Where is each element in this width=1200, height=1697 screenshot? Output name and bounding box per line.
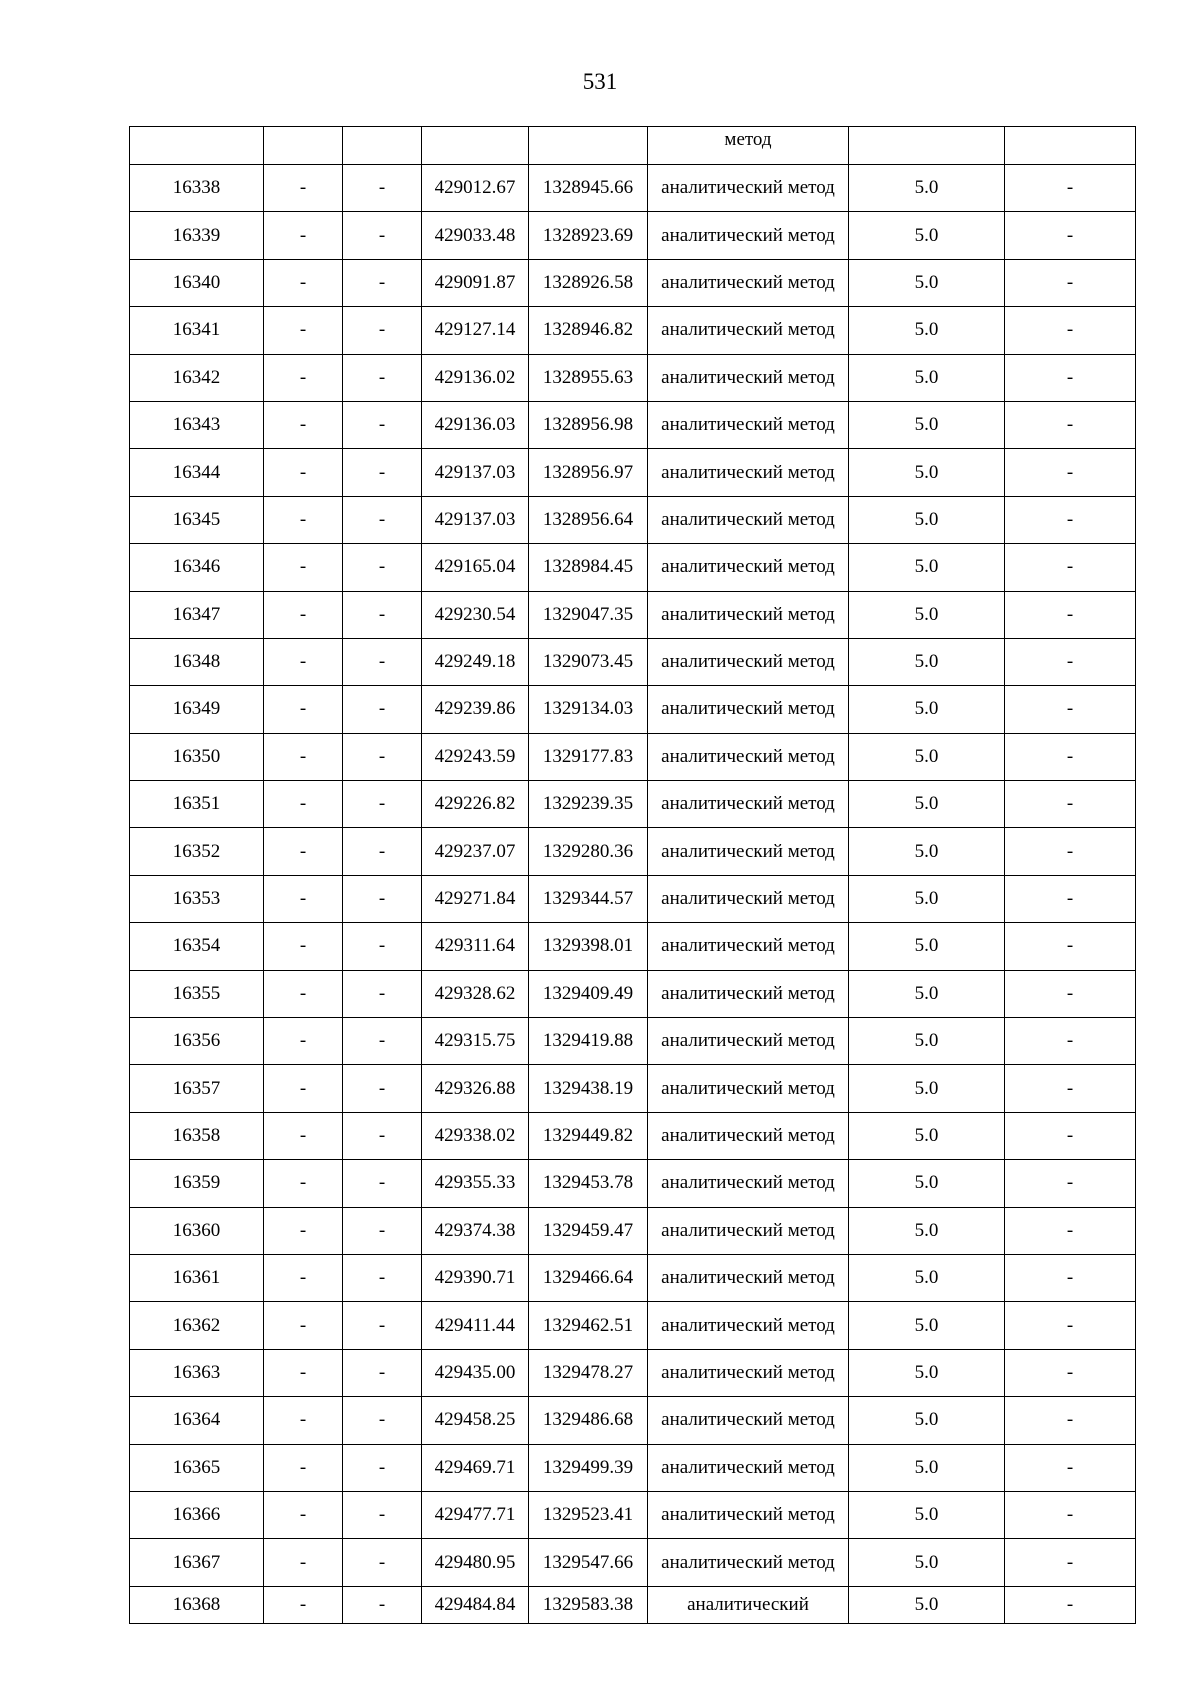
- cell-y: 1329134.03: [529, 686, 648, 733]
- cell-accuracy: 5.0: [849, 1444, 1005, 1491]
- cell-method: аналитический метод: [648, 1539, 849, 1586]
- cell-col2: -: [264, 259, 343, 306]
- cell-x: 429480.95: [422, 1539, 529, 1586]
- table-row: [130, 970, 1136, 1017]
- cell-y: 1329547.66: [529, 1539, 648, 1586]
- cell-y: 1329478.27: [529, 1349, 648, 1396]
- cell-method: аналитический метод: [648, 307, 849, 354]
- cell-note: -: [1005, 544, 1136, 591]
- table-row: [130, 1491, 1136, 1538]
- cell-method: аналитический метод: [648, 781, 849, 828]
- cell-method: аналитический метод: [648, 591, 849, 638]
- cell-col3: -: [343, 307, 422, 354]
- cell-method: аналитический метод: [648, 449, 849, 496]
- cell-method: аналитический метод: [648, 875, 849, 922]
- cell-accuracy: 5.0: [849, 875, 1005, 922]
- cell-accuracy: 5.0: [849, 1397, 1005, 1444]
- cell-col2: -: [264, 496, 343, 543]
- cell-accuracy: 5.0: [849, 496, 1005, 543]
- cell-method: аналитический метод: [648, 212, 849, 259]
- cell-note: -: [1005, 1112, 1136, 1159]
- cell-col3: -: [343, 1065, 422, 1112]
- cell-x: 429484.84: [422, 1586, 529, 1623]
- cell-y: 1329280.36: [529, 828, 648, 875]
- cell-method: аналитический метод: [648, 354, 849, 401]
- table-row: [130, 496, 1136, 543]
- cell-x: 429355.33: [422, 1160, 529, 1207]
- cell-note: -: [1005, 781, 1136, 828]
- cell-accuracy: 5.0: [849, 733, 1005, 780]
- cell-col2: [264, 127, 343, 165]
- cell-note: -: [1005, 1539, 1136, 1586]
- cell-y: 1329177.83: [529, 733, 648, 780]
- cell-col2: -: [264, 970, 343, 1017]
- cell-col2: -: [264, 875, 343, 922]
- cell-x: 429435.00: [422, 1349, 529, 1396]
- cell-id: 16339: [130, 212, 264, 259]
- cell-accuracy: 5.0: [849, 1491, 1005, 1538]
- cell-method: аналитический метод: [648, 1254, 849, 1301]
- cell-accuracy: 5.0: [849, 638, 1005, 685]
- cell-note: -: [1005, 1397, 1136, 1444]
- cell-accuracy: 5.0: [849, 354, 1005, 401]
- cell-method: аналитический метод: [648, 686, 849, 733]
- cell-col3: -: [343, 828, 422, 875]
- cell-x: 429374.38: [422, 1207, 529, 1254]
- cell-col3: -: [343, 165, 422, 212]
- cell-id: 16349: [130, 686, 264, 733]
- cell-y: 1329344.57: [529, 875, 648, 922]
- table-row: [130, 591, 1136, 638]
- table-row: [130, 1539, 1136, 1586]
- cell-accuracy: 5.0: [849, 686, 1005, 733]
- cell-note: -: [1005, 449, 1136, 496]
- cell-id: 16358: [130, 1112, 264, 1159]
- cell-note: -: [1005, 686, 1136, 733]
- cell-col3: -: [343, 733, 422, 780]
- cell-col3: -: [343, 1302, 422, 1349]
- cell-col2: -: [264, 591, 343, 638]
- cell-accuracy: 5.0: [849, 781, 1005, 828]
- cell-y: [529, 127, 648, 165]
- cell-accuracy: 5.0: [849, 1065, 1005, 1112]
- table-row-continued: [130, 127, 1136, 165]
- cell-id: 16346: [130, 544, 264, 591]
- table-row: [130, 1444, 1136, 1491]
- cell-accuracy: 5.0: [849, 1254, 1005, 1301]
- cell-x: 429237.07: [422, 828, 529, 875]
- cell-y: 1329419.88: [529, 1018, 648, 1065]
- table-row: [130, 923, 1136, 970]
- table-row: [130, 259, 1136, 306]
- cell-method: аналитический метод: [648, 259, 849, 306]
- table-body: [130, 127, 1136, 1624]
- cell-method: метод: [648, 127, 849, 165]
- cell-accuracy: 5.0: [849, 1018, 1005, 1065]
- cell-y: 1328956.64: [529, 496, 648, 543]
- cell-x: 429411.44: [422, 1302, 529, 1349]
- table-row: [130, 686, 1136, 733]
- table-row: [130, 165, 1136, 212]
- cell-col2: -: [264, 354, 343, 401]
- cell-method: аналитический метод: [648, 1018, 849, 1065]
- cell-col3: -: [343, 449, 422, 496]
- cell-note: -: [1005, 307, 1136, 354]
- cell-note: -: [1005, 259, 1136, 306]
- cell-id: 16343: [130, 401, 264, 448]
- cell-y: 1329499.39: [529, 1444, 648, 1491]
- table-row: [130, 875, 1136, 922]
- cell-col3: -: [343, 1491, 422, 1538]
- table-row: [130, 401, 1136, 448]
- cell-x: 429136.03: [422, 401, 529, 448]
- cell-accuracy: 5.0: [849, 1349, 1005, 1396]
- cell-note: -: [1005, 828, 1136, 875]
- cell-col2: -: [264, 923, 343, 970]
- cell-col2: -: [264, 1586, 343, 1623]
- table-row: [130, 1397, 1136, 1444]
- cell-y: 1328984.45: [529, 544, 648, 591]
- cell-col3: -: [343, 401, 422, 448]
- table-row: [130, 544, 1136, 591]
- cell-x: 429243.59: [422, 733, 529, 780]
- cell-y: 1328926.58: [529, 259, 648, 306]
- cell-method: аналитический метод: [648, 1207, 849, 1254]
- cell-note: -: [1005, 1160, 1136, 1207]
- cell-y: 1329409.49: [529, 970, 648, 1017]
- cell-x: 429012.67: [422, 165, 529, 212]
- table-row: [130, 781, 1136, 828]
- cell-id: 16360: [130, 1207, 264, 1254]
- cell-col3: -: [343, 544, 422, 591]
- cell-id: 16357: [130, 1065, 264, 1112]
- cell-x: 429127.14: [422, 307, 529, 354]
- cell-col3: -: [343, 1207, 422, 1254]
- cell-y: 1329398.01: [529, 923, 648, 970]
- cell-id: 16344: [130, 449, 264, 496]
- cell-col3: -: [343, 923, 422, 970]
- cell-col3: -: [343, 1112, 422, 1159]
- table-row: [130, 1112, 1136, 1159]
- cell-col2: -: [264, 1160, 343, 1207]
- cell-col2: -: [264, 544, 343, 591]
- table-row: [130, 1018, 1136, 1065]
- cell-accuracy: 5.0: [849, 1539, 1005, 1586]
- cell-accuracy: [849, 127, 1005, 165]
- cell-accuracy: 5.0: [849, 212, 1005, 259]
- cell-col2: -: [264, 1444, 343, 1491]
- cell-note: -: [1005, 923, 1136, 970]
- cell-note: -: [1005, 401, 1136, 448]
- cell-id: 16367: [130, 1539, 264, 1586]
- cell-method: аналитический метод: [648, 544, 849, 591]
- cell-col3: -: [343, 1349, 422, 1396]
- table-row: [130, 638, 1136, 685]
- cell-col2: -: [264, 1207, 343, 1254]
- cell-method: аналитический метод: [648, 1302, 849, 1349]
- cell-col2: -: [264, 1302, 343, 1349]
- cell-x: 429271.84: [422, 875, 529, 922]
- cell-y: 1328955.63: [529, 354, 648, 401]
- cell-id: 16361: [130, 1254, 264, 1301]
- cell-y: 1328945.66: [529, 165, 648, 212]
- cell-id: 16340: [130, 259, 264, 306]
- cell-accuracy: 5.0: [849, 449, 1005, 496]
- cell-id: 16366: [130, 1491, 264, 1538]
- cell-col3: -: [343, 1586, 422, 1623]
- cell-id: 16352: [130, 828, 264, 875]
- cell-col3: -: [343, 1539, 422, 1586]
- cell-col2: -: [264, 1065, 343, 1112]
- cell-x: 429091.87: [422, 259, 529, 306]
- cell-method: аналитический метод: [648, 496, 849, 543]
- cell-x: 429458.25: [422, 1397, 529, 1444]
- cell-x: 429239.86: [422, 686, 529, 733]
- cell-x: 429249.18: [422, 638, 529, 685]
- cell-col2: -: [264, 307, 343, 354]
- cell-id: 16351: [130, 781, 264, 828]
- cell-id: 16356: [130, 1018, 264, 1065]
- cell-id: 16362: [130, 1302, 264, 1349]
- cell-y: 1329459.47: [529, 1207, 648, 1254]
- cell-col2: -: [264, 1018, 343, 1065]
- cell-accuracy: 5.0: [849, 591, 1005, 638]
- cell-y: 1329239.35: [529, 781, 648, 828]
- cell-col2: -: [264, 733, 343, 780]
- table-row: [130, 1254, 1136, 1301]
- cell-x: 429230.54: [422, 591, 529, 638]
- cell-id: [130, 127, 264, 165]
- cell-note: -: [1005, 1586, 1136, 1623]
- cell-accuracy: 5.0: [849, 1302, 1005, 1349]
- cell-col3: -: [343, 212, 422, 259]
- cell-note: -: [1005, 354, 1136, 401]
- cell-col3: -: [343, 259, 422, 306]
- cell-col2: -: [264, 1491, 343, 1538]
- cell-note: [1005, 127, 1136, 165]
- cell-x: 429136.02: [422, 354, 529, 401]
- cell-col3: -: [343, 970, 422, 1017]
- cell-col2: -: [264, 165, 343, 212]
- cell-id: 16342: [130, 354, 264, 401]
- cell-note: -: [1005, 1065, 1136, 1112]
- cell-method: аналитический метод: [648, 165, 849, 212]
- cell-y: 1329462.51: [529, 1302, 648, 1349]
- cell-y: 1328956.98: [529, 401, 648, 448]
- cell-accuracy: 5.0: [849, 165, 1005, 212]
- cell-col2: -: [264, 638, 343, 685]
- cell-y: 1329523.41: [529, 1491, 648, 1538]
- cell-col3: -: [343, 686, 422, 733]
- cell-y: 1329073.45: [529, 638, 648, 685]
- table-row: [130, 1302, 1136, 1349]
- cell-note: -: [1005, 212, 1136, 259]
- cell-col3: -: [343, 496, 422, 543]
- cell-method: аналитический метод: [648, 1397, 849, 1444]
- cell-col2: -: [264, 1254, 343, 1301]
- cell-col3: -: [343, 1254, 422, 1301]
- cell-col3: -: [343, 781, 422, 828]
- cell-method: аналитический метод: [648, 401, 849, 448]
- cell-col2: -: [264, 686, 343, 733]
- cell-accuracy: 5.0: [849, 923, 1005, 970]
- cell-y: 1329449.82: [529, 1112, 648, 1159]
- cell-note: -: [1005, 638, 1136, 685]
- cell-method: аналитический метод: [648, 1491, 849, 1538]
- cell-note: -: [1005, 1302, 1136, 1349]
- cell-y: 1328923.69: [529, 212, 648, 259]
- cell-note: -: [1005, 1444, 1136, 1491]
- cell-col2: -: [264, 1539, 343, 1586]
- cell-x: 429326.88: [422, 1065, 529, 1112]
- cell-note: -: [1005, 875, 1136, 922]
- cell-col3: -: [343, 875, 422, 922]
- cell-y: 1329583.38: [529, 1586, 648, 1623]
- cell-col3: -: [343, 591, 422, 638]
- cell-accuracy: 5.0: [849, 307, 1005, 354]
- table-row: [130, 828, 1136, 875]
- cell-id: 16368: [130, 1586, 264, 1623]
- cell-col3: -: [343, 638, 422, 685]
- cell-x: 429226.82: [422, 781, 529, 828]
- cell-col3: -: [343, 354, 422, 401]
- table-row: [130, 212, 1136, 259]
- cell-x: 429390.71: [422, 1254, 529, 1301]
- cell-y: 1329047.35: [529, 591, 648, 638]
- cell-col2: -: [264, 781, 343, 828]
- cell-col3: -: [343, 1444, 422, 1491]
- cell-accuracy: 5.0: [849, 1160, 1005, 1207]
- table-row: [130, 449, 1136, 496]
- cell-id: 16365: [130, 1444, 264, 1491]
- cell-col3: [343, 127, 422, 165]
- page-number: 531: [582, 69, 618, 94]
- cell-note: -: [1005, 1349, 1136, 1396]
- cell-x: 429311.64: [422, 923, 529, 970]
- cell-id: 16341: [130, 307, 264, 354]
- cell-method: аналитический метод: [648, 923, 849, 970]
- cell-note: -: [1005, 970, 1136, 1017]
- cell-x: 429165.04: [422, 544, 529, 591]
- table-row: [130, 1065, 1136, 1112]
- cell-accuracy: 5.0: [849, 1207, 1005, 1254]
- cell-accuracy: 5.0: [849, 970, 1005, 1017]
- cell-note: -: [1005, 1018, 1136, 1065]
- cell-accuracy: 5.0: [849, 544, 1005, 591]
- cell-id: 16345: [130, 496, 264, 543]
- cell-id: 16363: [130, 1349, 264, 1396]
- cell-method: аналитический метод: [648, 1349, 849, 1396]
- cell-method: аналитический метод: [648, 1065, 849, 1112]
- cell-note: -: [1005, 1207, 1136, 1254]
- cell-note: -: [1005, 496, 1136, 543]
- cell-y: 1329453.78: [529, 1160, 648, 1207]
- cell-note: -: [1005, 591, 1136, 638]
- cell-id: 16359: [130, 1160, 264, 1207]
- cell-x: 429477.71: [422, 1491, 529, 1538]
- table-row: [130, 1207, 1136, 1254]
- cell-x: 429033.48: [422, 212, 529, 259]
- cell-col2: -: [264, 212, 343, 259]
- cell-id: 16353: [130, 875, 264, 922]
- table-row-partial: [130, 1586, 1136, 1623]
- cell-x: 429137.03: [422, 496, 529, 543]
- cell-id: 16364: [130, 1397, 264, 1444]
- cell-id: 16347: [130, 591, 264, 638]
- cell-y: 1329466.64: [529, 1254, 648, 1301]
- cell-col2: -: [264, 828, 343, 875]
- cell-col2: -: [264, 1397, 343, 1444]
- cell-x: 429469.71: [422, 1444, 529, 1491]
- cell-id: 16355: [130, 970, 264, 1017]
- cell-method: аналитический метод: [648, 828, 849, 875]
- cell-col3: -: [343, 1397, 422, 1444]
- table-row: [130, 307, 1136, 354]
- cell-x: 429315.75: [422, 1018, 529, 1065]
- cell-x: 429137.03: [422, 449, 529, 496]
- cell-accuracy: 5.0: [849, 1112, 1005, 1159]
- cell-accuracy: 5.0: [849, 1586, 1005, 1623]
- cell-note: -: [1005, 733, 1136, 780]
- cell-y: 1328956.97: [529, 449, 648, 496]
- cell-col3: -: [343, 1018, 422, 1065]
- cell-note: -: [1005, 165, 1136, 212]
- cell-y: 1329438.19: [529, 1065, 648, 1112]
- cell-method: аналитический метод: [648, 970, 849, 1017]
- cell-method: аналитический: [648, 1586, 849, 1623]
- cell-x: [422, 127, 529, 165]
- coordinates-table: [129, 126, 1136, 1624]
- cell-y: 1329486.68: [529, 1397, 648, 1444]
- cell-note: -: [1005, 1491, 1136, 1538]
- cell-id: 16338: [130, 165, 264, 212]
- cell-accuracy: 5.0: [849, 828, 1005, 875]
- cell-method: аналитический метод: [648, 733, 849, 780]
- cell-col2: -: [264, 449, 343, 496]
- cell-id: 16354: [130, 923, 264, 970]
- cell-col2: -: [264, 1112, 343, 1159]
- cell-method: аналитический метод: [648, 638, 849, 685]
- cell-x: 429328.62: [422, 970, 529, 1017]
- table-row: [130, 1349, 1136, 1396]
- cell-note: -: [1005, 1254, 1136, 1301]
- cell-method: аналитический метод: [648, 1444, 849, 1491]
- cell-x: 429338.02: [422, 1112, 529, 1159]
- cell-col3: -: [343, 1160, 422, 1207]
- table-row: [130, 1160, 1136, 1207]
- cell-accuracy: 5.0: [849, 259, 1005, 306]
- cell-col2: -: [264, 401, 343, 448]
- table-row: [130, 733, 1136, 780]
- cell-id: 16348: [130, 638, 264, 685]
- cell-y: 1328946.82: [529, 307, 648, 354]
- cell-id: 16350: [130, 733, 264, 780]
- cell-method: аналитический метод: [648, 1112, 849, 1159]
- table-row: [130, 354, 1136, 401]
- cell-col2: -: [264, 1349, 343, 1396]
- cell-method: аналитический метод: [648, 1160, 849, 1207]
- cell-accuracy: 5.0: [849, 401, 1005, 448]
